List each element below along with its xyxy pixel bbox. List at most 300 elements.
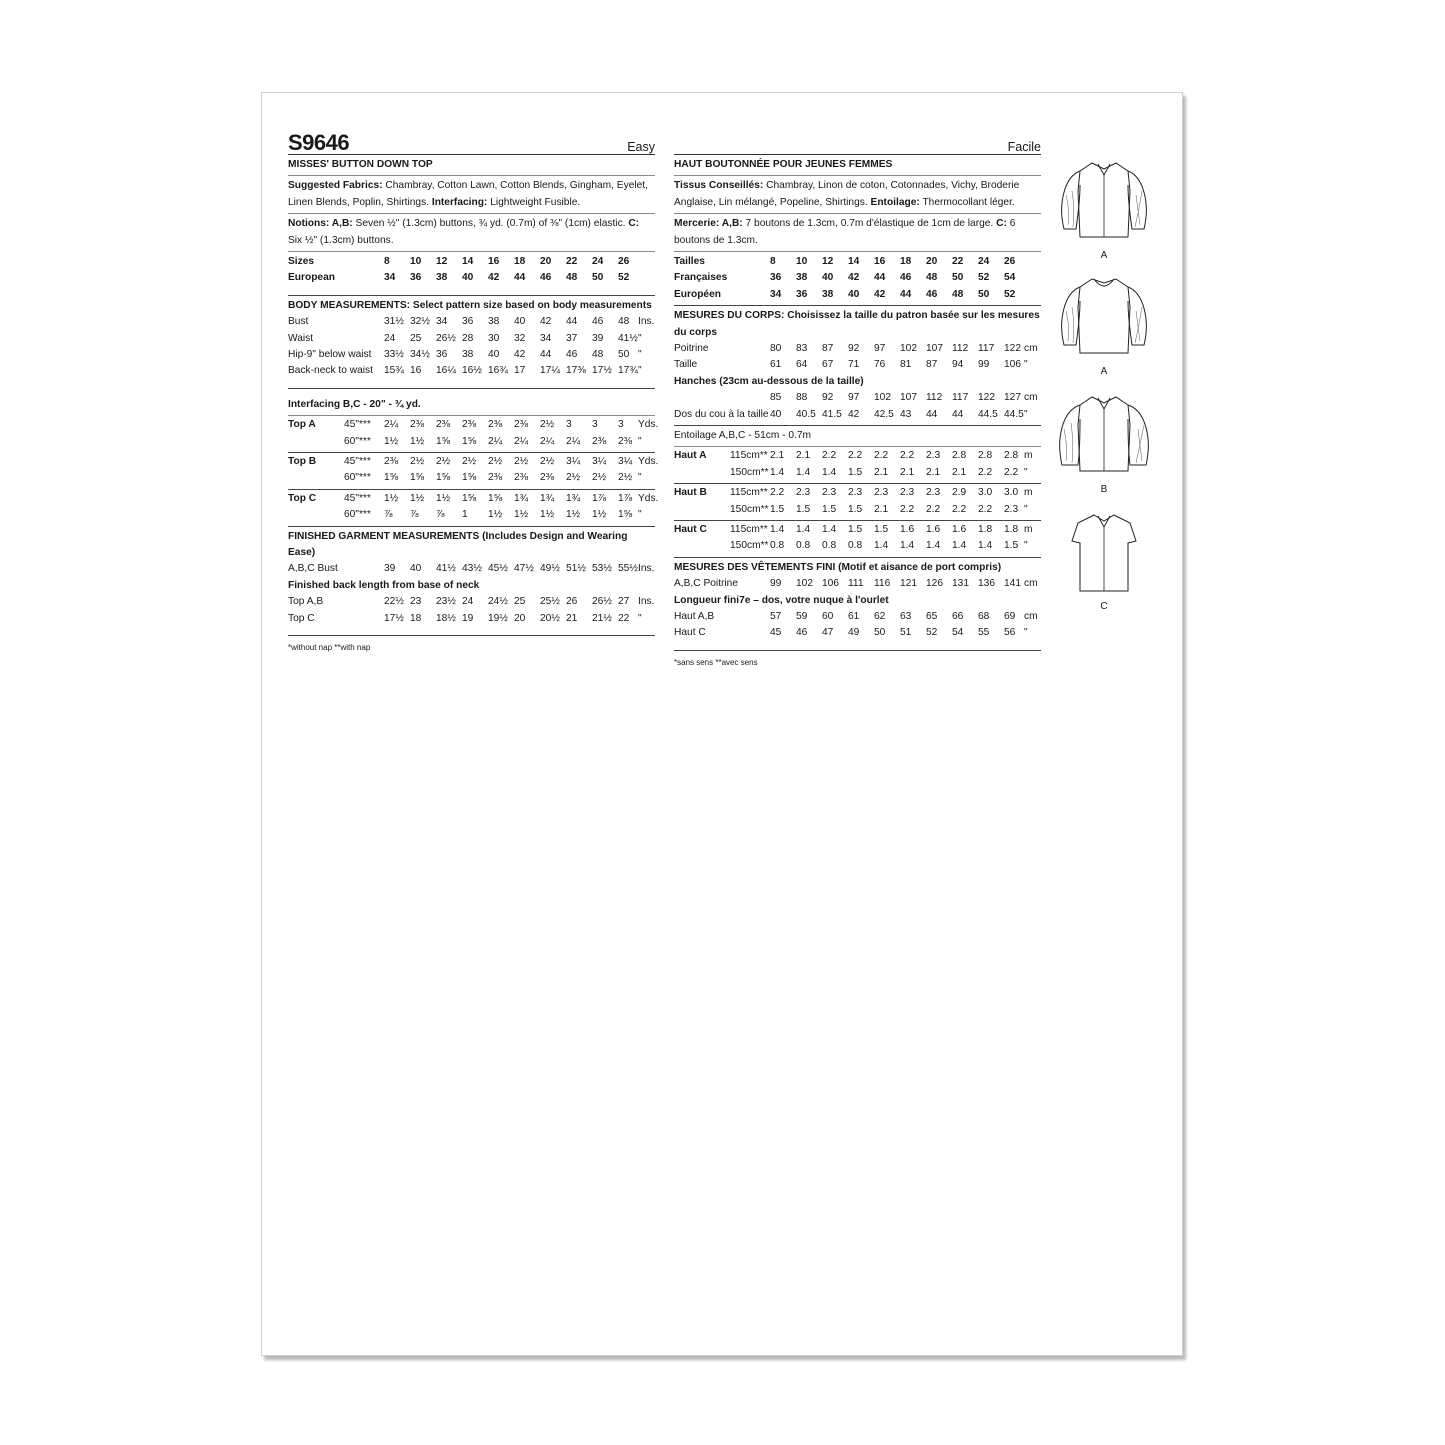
cell-value: 2.2 xyxy=(978,466,993,478)
cell-value: 47½ xyxy=(514,563,534,575)
cell-value: 50 xyxy=(618,349,630,360)
cell-value: 141 xyxy=(1004,578,1021,590)
cell-value: 23½ xyxy=(436,596,456,608)
body-heading-fr: MESURES DU CORPS: Choisissez la taille du patron basée sur les mesures du corps xyxy=(674,310,1040,338)
yardage-row xyxy=(674,465,1041,481)
notions-section-fr xyxy=(674,214,1041,252)
unit-label: m xyxy=(1024,523,1033,535)
cell-value: 10 xyxy=(796,256,808,268)
cell-value: 41.5 xyxy=(822,408,842,420)
table-row xyxy=(288,314,655,330)
notions-ab-fr: 7 boutons de 1.3cm, 0.7m d'élastique de 1cm de large. xyxy=(745,218,994,230)
cell-value: 27 xyxy=(618,596,630,608)
cell-value: 2.2 xyxy=(952,503,967,515)
cell-value: 97 xyxy=(874,343,886,355)
cell-value: 64 xyxy=(796,359,808,371)
cell-value: 3 xyxy=(618,419,624,431)
cell-value: 21½ xyxy=(592,612,612,624)
cell-value: 2⅜ xyxy=(384,455,399,467)
cell-value: 1.4 xyxy=(822,523,837,535)
tailles-row xyxy=(674,254,1041,270)
pattern-title-fr: HAUT BOUTONNÉE POUR JEUNES FEMMES xyxy=(674,159,893,170)
unit-label: Ins. xyxy=(638,596,655,608)
cell-value: 43 xyxy=(900,408,912,420)
cell-value: 1.6 xyxy=(900,523,915,535)
cell-value: 2½ xyxy=(618,472,633,484)
cell-value: 50 xyxy=(874,627,886,639)
finished-heading: FINISHED GARMENT MEASUREMENTS (Includes Design and Wearing Ease) xyxy=(288,530,628,558)
cell-value: 2.3 xyxy=(874,487,889,499)
cell-value: 36 xyxy=(462,316,474,328)
cell-value: 44 xyxy=(566,316,578,328)
cell-value: 3¼ xyxy=(592,455,607,467)
unit-label: " xyxy=(1024,359,1028,371)
cell-value: 23 xyxy=(410,596,422,608)
yardage-group xyxy=(674,521,1041,558)
view-label: Haut A xyxy=(674,450,707,462)
cell-value: 46 xyxy=(926,288,938,300)
fabric-width: 150cm** xyxy=(730,540,769,552)
cell-value: 40 xyxy=(514,316,526,328)
cell-value: 48 xyxy=(952,288,964,300)
cell-value: 21 xyxy=(566,612,578,624)
table-row xyxy=(288,363,655,379)
cell-value: 2.1 xyxy=(874,503,889,515)
yardage-row xyxy=(674,522,1041,538)
view-label: Haut B xyxy=(674,487,707,499)
cell-value: 2½ xyxy=(462,455,477,467)
cell-value: 17 xyxy=(514,365,526,377)
cell-value: 3 xyxy=(566,419,572,431)
cell-value: 44 xyxy=(952,408,964,420)
view-b-illustration xyxy=(1054,389,1154,495)
cell-value: 1.5 xyxy=(770,503,785,515)
row-label: Taille xyxy=(674,359,698,371)
cell-value: 17¼ xyxy=(540,365,560,377)
cell-value: 2.2 xyxy=(770,487,785,499)
cell-value: 1.4 xyxy=(978,540,993,552)
cell-value: 16 xyxy=(488,256,500,268)
unit-label: " xyxy=(638,612,642,624)
notions-label-fr: Mercerie: A,B: xyxy=(674,218,743,230)
interfacing-heading: Interfacing B,C - 20" - ¾ yd. xyxy=(288,398,421,410)
cell-value: 0.8 xyxy=(770,540,785,552)
cell-value: 24 xyxy=(592,256,604,268)
cell-value: 42.5 xyxy=(874,408,894,420)
yardage-row xyxy=(288,417,659,433)
cell-value: 2.1 xyxy=(926,466,941,478)
cell-value: 61 xyxy=(848,610,860,622)
cell-value: 112 xyxy=(926,392,943,404)
cell-value: ⅞ xyxy=(384,509,393,521)
cell-value: 44 xyxy=(874,272,886,284)
cell-value: 2.8 xyxy=(978,450,993,462)
cell-value: 56 xyxy=(1004,627,1016,639)
cell-value: 26½ xyxy=(436,332,456,344)
cell-value: 99 xyxy=(978,359,990,371)
cell-value: 39 xyxy=(384,563,396,575)
cell-value: 2.1 xyxy=(796,450,811,462)
cell-value: 1½ xyxy=(410,492,425,504)
cell-value: 102 xyxy=(874,392,891,404)
cell-value: 40 xyxy=(848,288,860,300)
unit-label: cm xyxy=(1024,610,1038,622)
cell-value: 20 xyxy=(926,256,938,268)
cell-value: 122 xyxy=(1004,343,1021,355)
cell-value: 44 xyxy=(900,288,912,300)
interfacing-section xyxy=(288,389,655,416)
cell-value: 26 xyxy=(1004,256,1016,268)
unit-label: m xyxy=(1024,487,1033,499)
cell-value: 52 xyxy=(926,627,938,639)
body-measurements-section xyxy=(288,296,655,389)
cell-value: 2⅜ xyxy=(462,419,477,431)
cell-value: 52 xyxy=(978,272,990,284)
cell-value: 1.5 xyxy=(848,503,863,515)
cell-value: 40 xyxy=(488,349,500,360)
cell-value: 30 xyxy=(488,332,500,344)
french-column xyxy=(674,129,1041,671)
cell-value: 131 xyxy=(952,578,969,590)
difficulty-level-fr: Facile xyxy=(1007,140,1041,154)
back-length-label: Finished back length from base of neck xyxy=(288,579,480,591)
cell-value: 2.8 xyxy=(1004,450,1019,462)
row-label: Top C xyxy=(288,612,315,624)
cell-value: 1.6 xyxy=(952,523,967,535)
cell-value: 2.1 xyxy=(952,466,967,478)
fabrics-section xyxy=(288,176,655,214)
cell-value: 38 xyxy=(796,272,808,284)
fabric-width: 60"*** xyxy=(344,435,371,447)
cell-value: 2.3 xyxy=(1004,503,1019,515)
cell-value: 2¼ xyxy=(384,419,399,431)
cell-value: 1½ xyxy=(384,435,399,447)
cell-value: 2.2 xyxy=(900,503,915,515)
cell-value: 2⅜ xyxy=(488,472,503,484)
cell-value: 1¾ xyxy=(540,492,555,504)
title-section-fr xyxy=(674,155,1041,176)
cell-value: 2⅜ xyxy=(540,472,555,484)
cell-value: 54 xyxy=(952,627,964,639)
footnote-fr: *sans sens **avec sens xyxy=(674,657,758,667)
cell-value: 2½ xyxy=(514,455,529,467)
back-length-label-fr: Longueur fini7e – dos, votre nuque à l'ourlet xyxy=(674,594,889,606)
cell-value: 49 xyxy=(848,627,860,639)
cell-value: 2¼ xyxy=(488,435,503,447)
cell-value: 1.5 xyxy=(822,503,837,515)
cell-value: 46 xyxy=(540,272,552,284)
cell-value: 42 xyxy=(848,408,860,420)
cell-value: 1½ xyxy=(436,492,451,504)
cell-value: 18 xyxy=(410,612,422,624)
blouse-gathered-sleeve-icon xyxy=(1054,389,1154,484)
cell-value: 2¼ xyxy=(514,435,529,447)
cell-value: 32 xyxy=(514,332,526,344)
cell-value: 87 xyxy=(822,343,834,355)
view-a-illustration-1 xyxy=(1054,155,1154,261)
cell-value: 2.1 xyxy=(874,466,889,478)
cell-value: 48 xyxy=(618,316,630,328)
cell-value: 46 xyxy=(900,272,912,284)
row-label: Waist xyxy=(288,332,314,344)
cell-value: 38 xyxy=(462,349,474,360)
cell-value: 34 xyxy=(540,332,552,344)
cell-value: 28 xyxy=(462,332,474,344)
cell-value: 26½ xyxy=(592,596,612,608)
notions-c-label: C: xyxy=(628,218,640,230)
cell-value: 41½ xyxy=(618,332,638,344)
cell-value: 1½ xyxy=(488,509,503,521)
cell-value: 52 xyxy=(618,272,630,284)
row-label: Françaises xyxy=(674,272,728,284)
cell-value: 2.3 xyxy=(848,487,863,499)
fabric-width: 60"*** xyxy=(344,509,371,521)
cell-value: 51½ xyxy=(566,563,586,575)
cell-value: 2.2 xyxy=(822,450,837,462)
cell-value: 2⅜ xyxy=(618,435,633,447)
cell-value: 2.3 xyxy=(926,487,941,499)
interfacing-heading-fr: Entoilage A,B,C - 51cm - 0.7m xyxy=(674,429,812,441)
cell-value: 46 xyxy=(592,316,604,328)
cell-value: 39 xyxy=(592,332,604,344)
cell-value: 24 xyxy=(384,332,396,344)
row-label: Bust xyxy=(288,316,309,328)
notions-text xyxy=(288,216,655,249)
unit-label: cm xyxy=(1024,392,1038,404)
cell-value: 32½ xyxy=(410,316,430,328)
cell-value: 24 xyxy=(978,256,990,268)
cell-value: 1.8 xyxy=(1004,523,1019,535)
cell-value: 127 xyxy=(1004,392,1021,404)
notions-label: Notions: A,B: xyxy=(288,218,353,230)
body-measurements-section-fr xyxy=(674,306,1041,426)
footnote-en: *without nap **with nap xyxy=(288,642,371,652)
unit-label: " xyxy=(1024,627,1028,639)
cell-value: 1⅞ xyxy=(592,492,607,504)
cell-value: 2.1 xyxy=(770,450,785,462)
fabric-width: 60"*** xyxy=(344,472,371,484)
cell-value: 52 xyxy=(1004,288,1016,300)
fabric-width: 115cm** xyxy=(730,450,768,462)
cell-value: 37 xyxy=(566,332,578,344)
pattern-title: MISSES' BUTTON DOWN TOP xyxy=(288,159,433,170)
cell-value: 117 xyxy=(978,343,995,355)
cell-value: 1.5 xyxy=(796,503,811,515)
notions-section xyxy=(288,214,655,252)
cell-value: 22 xyxy=(952,256,964,268)
cell-value: 17⅜ xyxy=(566,365,586,377)
cell-value: 102 xyxy=(796,578,813,590)
cell-value: 42 xyxy=(848,272,860,284)
cell-value: 22 xyxy=(618,612,630,624)
cell-value: 1.4 xyxy=(796,523,811,535)
cell-value: 2⅜ xyxy=(514,472,529,484)
cell-value: 1⅝ xyxy=(384,472,399,484)
yardage-group xyxy=(288,453,659,490)
cell-value: 3¼ xyxy=(566,455,581,467)
cell-value: 1½ xyxy=(514,509,529,521)
pattern-number: S9646 xyxy=(288,130,350,155)
unit-label: " xyxy=(638,332,642,344)
back-length-rows xyxy=(288,594,655,627)
view-label: Top B xyxy=(288,455,317,467)
cell-value: 81 xyxy=(900,359,912,371)
finished-section-fr xyxy=(674,558,1041,651)
cell-value: 26 xyxy=(566,596,578,608)
yardage-group xyxy=(674,484,1041,521)
cell-value: 83 xyxy=(796,343,808,355)
yardage-row xyxy=(288,491,659,507)
notions-c-fr: 6 boutons de 1.3cm. xyxy=(674,218,1016,246)
blouse-puff-sleeve-icon xyxy=(1054,155,1154,250)
cell-value: 1.4 xyxy=(874,540,889,552)
table-row xyxy=(288,347,655,363)
cell-value: 0.8 xyxy=(822,540,837,552)
cell-value: 111 xyxy=(848,578,864,590)
cell-value: 2⅜ xyxy=(410,419,425,431)
cell-value: 2.1 xyxy=(900,466,915,478)
cell-value: 1¾ xyxy=(514,492,529,504)
cell-value: 34½ xyxy=(410,349,430,360)
cell-value: 1⅝ xyxy=(618,509,633,521)
cell-value: 1⅝ xyxy=(462,492,477,504)
taille-row xyxy=(674,357,1041,373)
body-rows xyxy=(288,314,655,380)
cell-value: 3 xyxy=(592,419,598,431)
cell-value: 2¼ xyxy=(566,435,581,447)
cell-value: 3.0 xyxy=(978,487,993,499)
yardage-row xyxy=(674,538,1041,554)
row-label: Haut C xyxy=(674,627,706,639)
cell-value: 107 xyxy=(926,343,943,355)
cell-value: 80 xyxy=(770,343,782,355)
cell-value: 40 xyxy=(770,408,782,420)
title-section xyxy=(288,155,655,176)
table-row xyxy=(288,594,655,610)
cell-value: 2.2 xyxy=(926,503,941,515)
view-label: Top A xyxy=(288,419,316,431)
cell-value: 42 xyxy=(874,288,886,300)
fabrics-text xyxy=(288,178,655,211)
cell-value: 102 xyxy=(900,343,917,355)
cell-value: 1⅝ xyxy=(462,472,477,484)
cell-value: 12 xyxy=(436,256,448,268)
cell-value: 1.4 xyxy=(770,466,785,478)
interfacing-label-fr: Entoilage: xyxy=(870,196,920,208)
cell-value: 106 xyxy=(1004,359,1021,371)
cell-value: 48 xyxy=(566,272,578,284)
finished-heading-fr: MESURES DES VÊTEMENTS FINI (Motif et aisance de port compris) xyxy=(674,561,1002,573)
cell-value: 2.9 xyxy=(952,487,967,499)
cell-value: ⅞ xyxy=(410,509,419,521)
row-label: Hip-9" below waist xyxy=(288,349,372,360)
row-label: Back-neck to waist xyxy=(288,365,373,377)
cell-value: 112 xyxy=(952,343,969,355)
fabrics-section-fr xyxy=(674,176,1041,214)
cell-value: 2½ xyxy=(540,419,555,431)
yardage-groups-fr xyxy=(674,447,1041,557)
cell-value: 1⅝ xyxy=(436,435,451,447)
cell-value: 8 xyxy=(384,256,390,268)
fabric-width: 150cm** xyxy=(730,503,769,515)
unit-label: " xyxy=(1024,466,1028,478)
fabrics-label: Suggested Fabrics: xyxy=(288,180,383,192)
cell-value: 34 xyxy=(770,288,782,300)
cell-value: 1.4 xyxy=(900,540,915,552)
cell-value: 97 xyxy=(848,392,860,404)
blouse-back-view-icon xyxy=(1054,271,1154,366)
fabrics-list: Chambray, Cotton Lawn, Cotton Blends, Gingham, Eyelet, Linen Blends, Poplin, Shirtings. xyxy=(288,180,648,208)
cell-value: 2⅜ xyxy=(592,435,607,447)
cell-value: 2.2 xyxy=(848,450,863,462)
interfacing-label: Interfacing: xyxy=(431,196,488,208)
cell-value: 2⅜ xyxy=(488,419,503,431)
cell-value: 57 xyxy=(770,610,782,622)
cell-value: 63 xyxy=(900,610,912,622)
cell-value: 2.2 xyxy=(978,503,993,515)
cell-value: 1½ xyxy=(592,509,607,521)
cell-value: 40 xyxy=(822,272,834,284)
unit-label: " xyxy=(1024,503,1028,515)
row-label: European xyxy=(288,272,335,284)
view-label: Top C xyxy=(288,492,317,504)
fabric-width: 45"*** xyxy=(344,492,371,504)
english-column xyxy=(288,129,659,656)
cell-value: 40 xyxy=(410,563,422,575)
cell-value: 1½ xyxy=(410,435,425,447)
cell-value: 8 xyxy=(770,256,776,268)
fabrics-label-fr: Tissus Conseillés: xyxy=(674,180,764,192)
yardage-row xyxy=(674,448,1041,464)
yardage-row xyxy=(288,434,655,450)
cell-value: 1.4 xyxy=(822,466,837,478)
cell-value: 16¼ xyxy=(436,365,456,377)
cell-value: 2¼ xyxy=(540,435,555,447)
unit-label: " xyxy=(638,509,642,521)
cell-value: 44 xyxy=(926,408,938,420)
cell-value: 2.3 xyxy=(796,487,811,499)
cell-value: 2½ xyxy=(436,455,451,467)
cell-value: 36 xyxy=(770,272,782,284)
table-row xyxy=(288,331,655,347)
view-label: A xyxy=(1100,250,1108,261)
cell-value: 38 xyxy=(822,288,834,300)
yardage-row xyxy=(674,502,1041,518)
cell-value: 1⅝ xyxy=(488,492,503,504)
yardage-row xyxy=(288,470,655,486)
cell-value: 2.3 xyxy=(900,487,915,499)
european-row xyxy=(288,270,655,286)
cell-value: 41½ xyxy=(436,563,456,575)
cell-value: 14 xyxy=(848,256,860,268)
cell-value: 24 xyxy=(462,596,474,608)
cell-value: 1½ xyxy=(540,509,555,521)
cell-value: 1¾ xyxy=(566,492,581,504)
yardage-group xyxy=(674,447,1041,484)
cell-value: 68 xyxy=(978,610,990,622)
cell-value: 1.4 xyxy=(770,523,785,535)
cell-value: 65 xyxy=(926,610,938,622)
cell-value: 19 xyxy=(462,612,474,624)
unit-label: " xyxy=(1024,408,1028,420)
cell-value: 60 xyxy=(822,610,834,622)
unit-label: " xyxy=(1024,540,1028,552)
cell-value: 1 xyxy=(462,509,468,521)
row-label: Tailles xyxy=(674,256,705,268)
cell-value: 25½ xyxy=(540,596,560,608)
row-label: Haut A,B xyxy=(674,610,715,622)
cell-value: 40.5 xyxy=(796,408,816,420)
